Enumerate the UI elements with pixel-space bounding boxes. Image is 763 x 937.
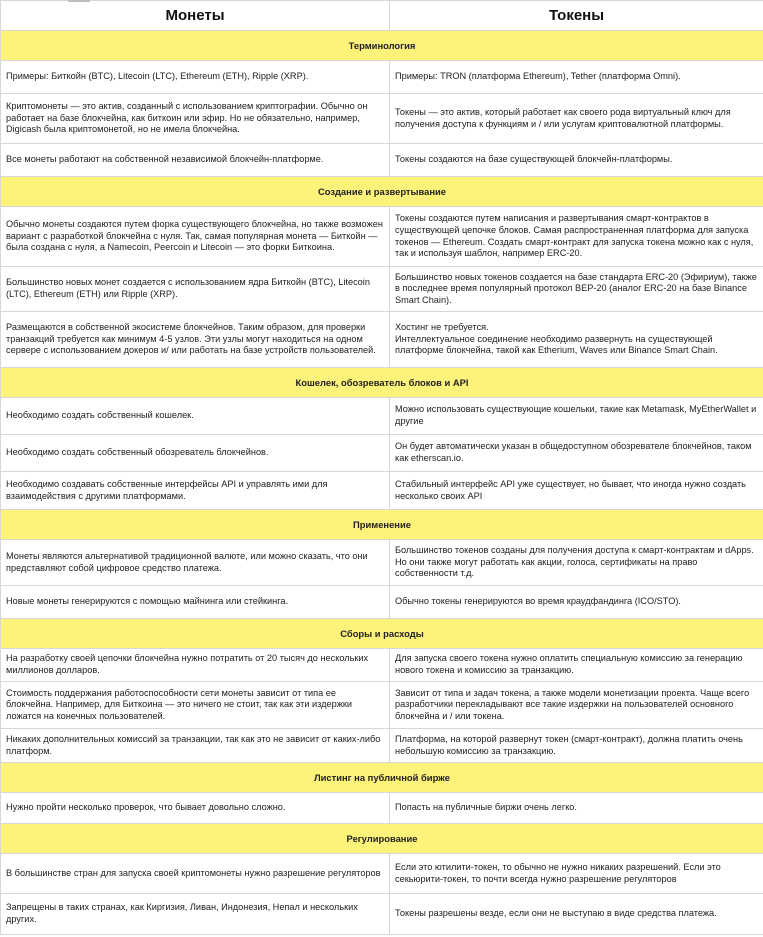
- tokens-cell: Платформа, на которой развернут токен (смарт-контракт), должна платить очень небольшую комиссию за транзакцию.: [390, 729, 763, 763]
- tokens-cell: Большинство новых токенов создается на базе стандарта ERC-20 (Эфириум), также в последнее время популярный протокол BEP-20 (аналог ERC-20 на базе Binance Smart Chain).: [390, 267, 763, 312]
- section-title-creation: Создание и развертывание: [1, 177, 763, 207]
- tokens-cell: Токены создаются путем написания и развертывания смарт-контрактов в существующей цепочке блоков. Самая распространенная платформа для запуска токенов — Ethereum. Создать смарт-контракт для запуска токена можно как с нуля, так и используя шаблон, например ERC-20.: [390, 207, 763, 267]
- section-title-terminology: Терминология: [1, 31, 763, 61]
- tokens-cell: Токены разрешены везде, если они не выступаю в виде средства платежа.: [390, 894, 763, 935]
- coins-cell: Новые монеты генерируются с помощью майнинга или стейкинга.: [1, 586, 390, 619]
- coins-cell: Необходимо создать собственный кошелек.: [1, 398, 390, 435]
- section-title-fees: Сборы и расходы: [1, 619, 763, 649]
- coins-cell: Необходимо создать собственный обозреватель блокчейнов.: [1, 435, 390, 472]
- tokens-cell: Токены создаются на базе существующей блокчейн-платформы.: [390, 144, 763, 177]
- column-header-tokens: Токены: [390, 1, 763, 31]
- tokens-cell: Стабильный интерфейс API уже существует, но бывает, что иногда нужно создать несколько своих API: [390, 472, 763, 510]
- coins-cell: Стоимость поддержания работоспособности сети монеты зависит от типа ее блокчейна. Например, для Биткоина — это ничего не стоит, так как эти издержки ложатся на конечных пользователей.: [1, 682, 390, 729]
- coins-cell: В большинстве стран для запуска своей криптомонеты нужно разрешение регуляторов: [1, 854, 390, 894]
- coins-cell: Примеры: Биткойн (BTC), Litecoin (LTC), Ethereum (ETH), Ripple (XRP).: [1, 61, 390, 94]
- coins-cell: Обычно монеты создаются путем форка существующего блокчейна, но также возможен вариант с разработкой блокчейна с нуля. Так, самая популярная монета — Биткойн — была создана с нуля, а Namecoin, Peercoin и Litecoin — это форки Биткоина.: [1, 207, 390, 267]
- tokens-cell: Он будет автоматически указан в общедоступном обозревателе блокчейнов, таком как etherscan.io.: [390, 435, 763, 472]
- tokens-cell: Примеры: TRON (платформа Ethereum), Tether (платформа Omni).: [390, 61, 763, 94]
- page-edge-mark: [68, 0, 90, 2]
- coins-cell: Большинство новых монет создается с использованием ядра Биткойн (BTC), Litecoin (LTC), Ethereum (ETH) или Ripple (XRP).: [1, 267, 390, 312]
- tokens-cell: [390, 312, 763, 368]
- coins-cell: Монеты являются альтернативой традиционной валюте, или можно сказать, что они представляют собой цифровое средство платежа.: [1, 540, 390, 586]
- tokens-cell: Для запуска своего токена нужно оплатить специальную комиссию за генерацию нового токена и комиссию за транзакцию.: [390, 649, 763, 682]
- tokens-cell: Большинство токенов созданы для получения доступа к смарт-контрактам и dApps. Но они также могут работать как акции, голоса, сертификаты на право собственности т.д.: [390, 540, 763, 586]
- coins-cell: Все монеты работают на собственной независимой блокчейн-платформе.: [1, 144, 390, 177]
- coins-cell: На разработку своей цепочки блокчейна нужно потратить от 20 тысяч до нескольких миллионов долларов.: [1, 649, 390, 682]
- coins-cell: Запрещены в таких странах, как Киргизия, Ливан, Индонезия, Непал и нескольких других.: [1, 894, 390, 935]
- tokens-cell: Можно использовать существующие кошельки, такие как Metamask, MyEtherWallet и другие: [390, 398, 763, 435]
- section-title-application: Применение: [1, 510, 763, 540]
- coins-cell: Никаких дополнительных комиссий за транзакции, так как это не зависит от каких-либо платформ.: [1, 729, 390, 763]
- tokens-cell: Зависит от типа и задач токена, а также модели монетизации проекта. Чаще всего разработчики перекладывают все такие издержки на пользователей основного блокчейна и / или токена.: [390, 682, 763, 729]
- coins-cell: Необходимо создавать собственные интерфейсы API и управлять ими для взаимодействия с другими платформами.: [1, 472, 390, 510]
- tokens-cell: Если это ютилити-токен, то обычно не нужно никаких разрешений. Если это секьюрити-токен, то почти всегда нужно разрешение регуляторов: [390, 854, 763, 894]
- coins-cell: Размещаются в собственной экосистеме блокчейнов. Таким образом, для проверки транзакций требуется как минимум 4-5 узлов. Эти узлы могут находиться на одном сервере с использованием докеров и/ или работать на базе устройств пользователей.: [1, 312, 390, 368]
- coins-cell: Криптомонеты — это актив, созданный с использованием криптографии. Обычно он работает на базе блокчейна, как биткоин или эфир. Но не обязательно, например, Digicash была криптомонетой, но не имела блокчейна.: [1, 94, 390, 144]
- section-title-regulation: Регулирование: [1, 824, 763, 854]
- tokens-line: Интеллектуальное соединение необходимо развернуть на существующей платформе блокчейна, такой как Etherium, Waves или Binance Smart Chain.: [395, 333, 718, 356]
- tokens-cell: Обычно токены генерируются во время краудфандинга (ICO/STO).: [390, 586, 763, 619]
- tokens-cell: Токены — это актив, который работает как своего рода виртуальный ключ для получения доступа к функциям и / или услугам криптовалютной платформы.: [390, 94, 763, 144]
- section-title-wallet: Кошелек, обозреватель блоков и API: [1, 368, 763, 398]
- tokens-cell: Попасть на публичные биржи очень легко.: [390, 793, 763, 824]
- section-title-listing: Листинг на публичной бирже: [1, 763, 763, 793]
- column-header-coins: Монеты: [1, 1, 390, 31]
- tokens-line: Хостинг не требуется.: [395, 322, 489, 333]
- coins-cell: Нужно пройти несколько проверок, что бывает довольно сложно.: [1, 793, 390, 824]
